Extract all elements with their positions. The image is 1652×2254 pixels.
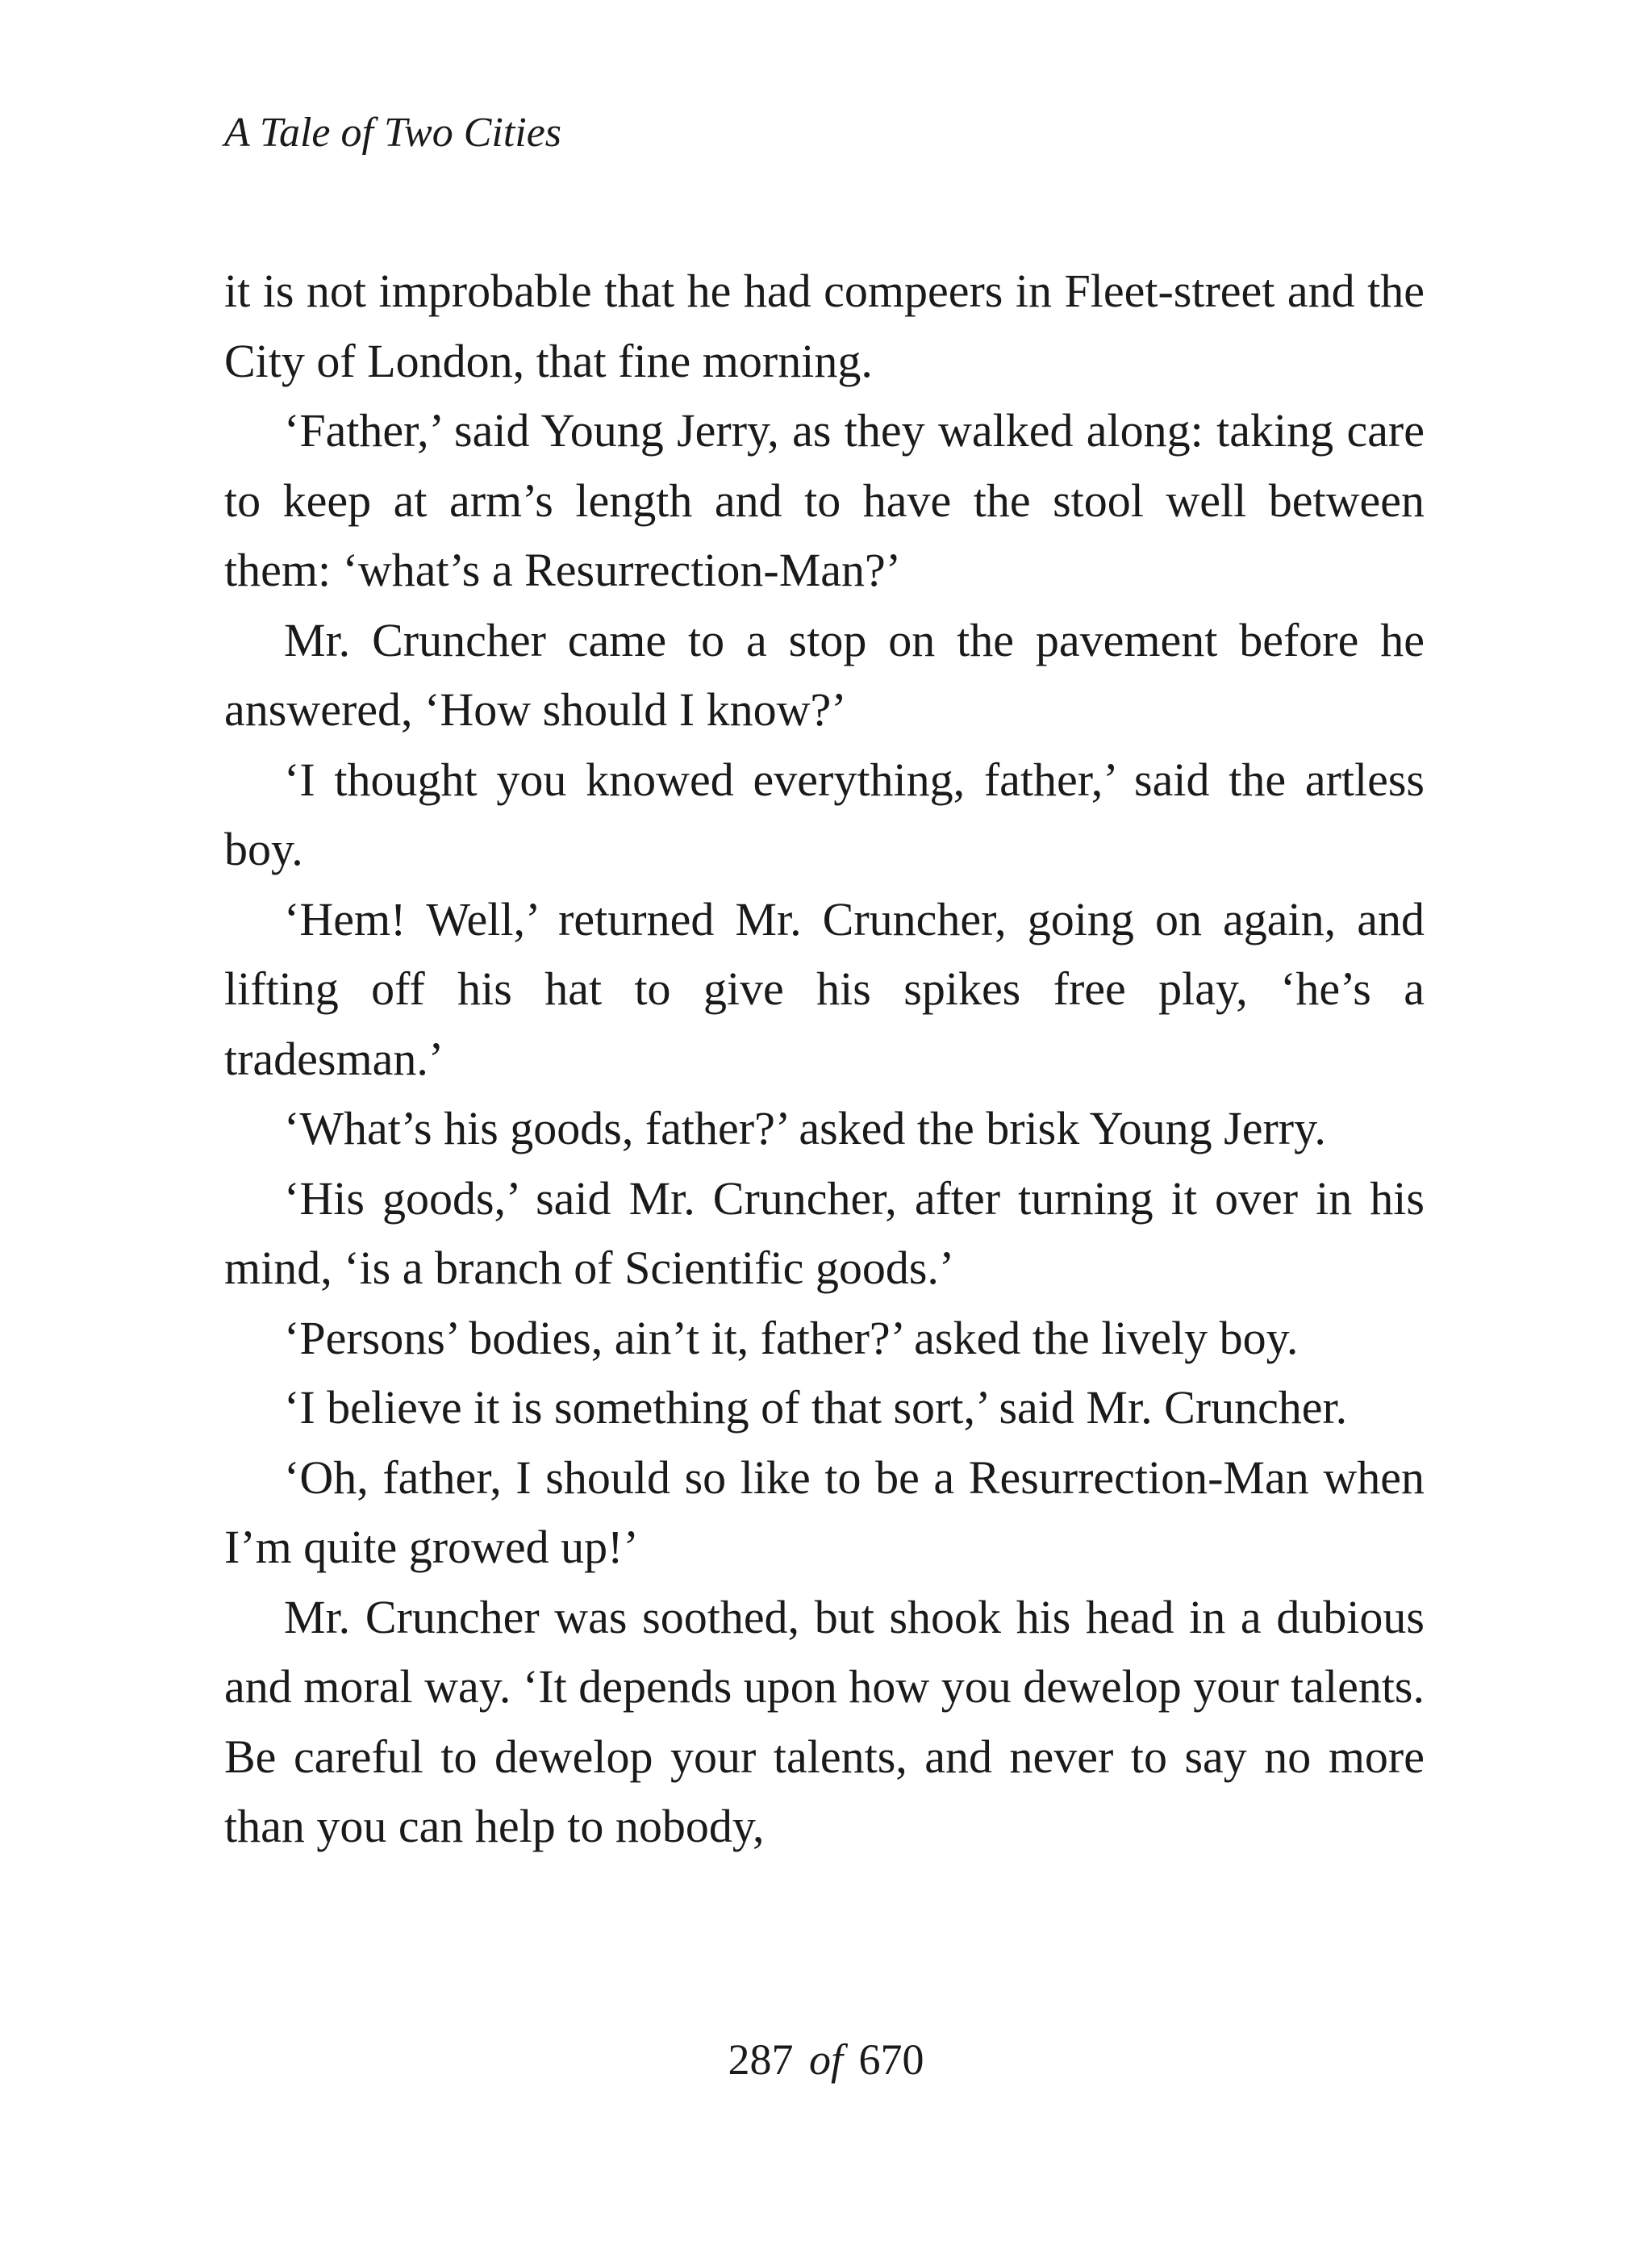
paragraph: ‘Persons’ bodies, ain’t it, father?’ asked the lively boy.: [284, 1311, 1299, 1364]
paragraph: ‘His goods,’ said Mr. Cruncher, after turning it over in his mind, ‘is a branch of Scientific goods.’: [224, 1171, 1425, 1294]
paragraph: ‘Father,’ said Young Jerry, as they walked along: taking care to keep at arm’s length and to have the stool well between them: ‘what’s a Resurrection-Man?’: [224, 404, 1425, 596]
paragraph: ‘What’s his goods, father?’ asked the brisk Young Jerry.: [284, 1102, 1326, 1154]
running-head-title: A Tale of Two Cities: [224, 110, 562, 156]
paragraph: ‘Hem! Well,’ returned Mr. Cruncher, going on again, and lifting off his hat to give his spikes free play, ‘he’s a tradesman.’: [224, 892, 1425, 1085]
page-of-label: of: [808, 2035, 843, 2084]
paragraph: ‘Oh, father, I should so like to be a Resurrection-Man when I’m quite growed up!’: [224, 1450, 1425, 1573]
page-number: [0, 2031, 1652, 2088]
paragraph: Mr. Cruncher came to a stop on the pavement before he answered, ‘How should I know?’: [224, 613, 1425, 736]
current-page-number: 287: [728, 2035, 794, 2084]
body-text: [224, 257, 1425, 1862]
paragraph-continued: it is not improbable that he had compeers in Fleet-street and the City of London, that fine morning.: [224, 265, 1425, 387]
paragraph: Mr. Cruncher was soothed, but shook his head in a dubious and moral way. ‘It depends upon how you dewelop your talents. Be careful to dewelop your talents, and never to say no more than you can help to nobody,: [224, 1590, 1425, 1852]
paragraph: ‘I thought you knowed everything, father,’ said the artless boy.: [224, 753, 1425, 875]
total-pages-number: 670: [858, 2035, 924, 2084]
paragraph: ‘I believe it is something of that sort,’ said Mr. Cruncher.: [284, 1381, 1348, 1434]
